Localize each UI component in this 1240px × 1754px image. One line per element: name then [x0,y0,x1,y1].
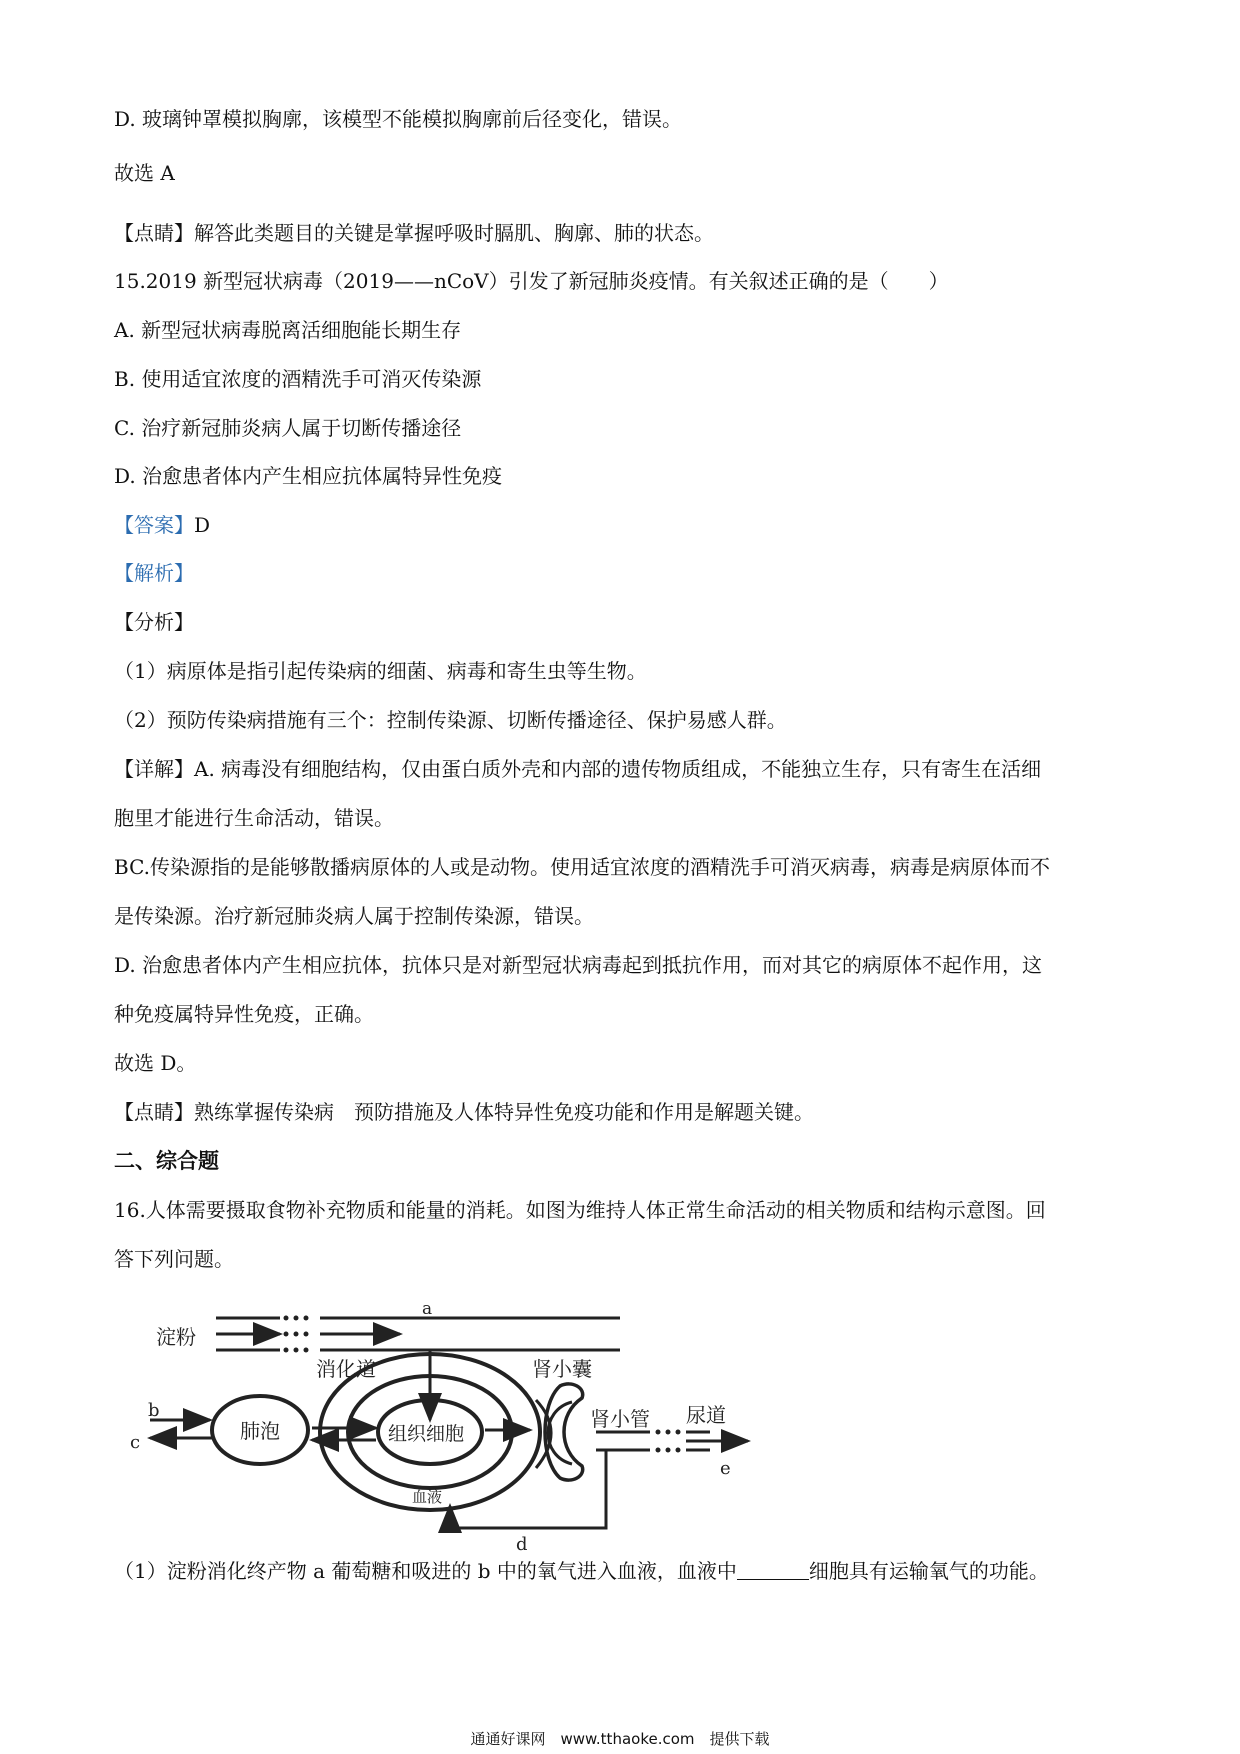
fenxi-point-1: （1）病原体是指引起传染病的细菌、病毒和寄生虫等生物。 [114,659,647,683]
section-2-title: 二、综合题 [114,1149,219,1173]
label-e: e [720,1458,731,1479]
q15-option-d: D. 治愈患者体内产生相应抗体属特异性免疫 [114,464,503,488]
label-blood: 血液 [412,1488,443,1506]
q15-option-a: A. 新型冠状病毒脱离活细胞能长期生存 [114,318,462,342]
detail-bc-line-2: 是传染源。治疗新冠肺炎病人属于控制传染源，错误。 [114,904,594,928]
fill-blank[interactable] [737,1559,809,1580]
label-tissue-cell: 组织细胞 [388,1423,465,1445]
question-15-stem: 15.2019 新型冠状病毒（2019——nCoV）引发了新冠肺炎疫情。有关叙述正确的是（ ） [114,269,949,293]
label-renal-tubule: 肾小管 [590,1407,650,1431]
prev-dianjing: 【点睛】解答此类题目的关键是掌握呼吸时膈肌、胸廓、肺的状态。 [114,221,714,245]
detail-d-line-2: 种免疫属特异性免疫，正确。 [114,1002,374,1026]
q16-sub-1-after: 细胞具有运输氧气的功能。 [808,1559,1049,1583]
fenxi-point-2: （2）预防传染病措施有三个：控制传染源、切断传播途径、保护易感人群。 [114,708,787,732]
fenxi-heading: 【分析】 [114,610,194,634]
question-16-stem-1: 16.人体需要摄取食物补充物质和能量的消耗。如图为维持人体正常生命活动的相关物质和结构示意图。回 [114,1198,1046,1222]
q15-choose: 故选 D。 [114,1051,197,1075]
label-starch: 淀粉 [156,1325,196,1349]
q15-option-b: B. 使用适宜浓度的酒精洗手可消灭传染源 [114,367,482,391]
q16-sub-1 [114,1556,1049,1586]
label-c: c [130,1432,141,1453]
label-urethra: 尿道 [686,1403,726,1427]
label-alveoli: 肺泡 [240,1419,280,1443]
detail-a-line-2: 胞里才能进行生命活动，错误。 [114,806,394,830]
label-a: a [422,1299,433,1319]
label-d: d [516,1534,528,1555]
detail-bc-line-1: BC.传染源指的是能够散播病原体的人或是动物。使用适宜浓度的酒精洗手可消灭病毒，病毒是病原体而不 [114,855,1051,879]
label-digestive-tract: 消化道 [316,1357,376,1381]
prev-option-d: D. 玻璃钟罩模拟胸廓，该模型不能模拟胸廓前后径变化，错误。 [114,107,683,131]
question-16-stem-2: 答下列问题。 [114,1247,234,1271]
detail-a-line-1: 【详解】A. 病毒没有细胞结构，仅由蛋白质外壳和内部的遗传物质组成，不能独立生存，只有寄生在活细 [114,757,1042,781]
analysis-tag: 【解析】 [114,561,194,585]
physiology-diagram [120,1299,780,1555]
q15-answer [114,510,210,540]
prev-choose: 故选 A [114,161,175,185]
q15-dianjing: 【点睛】熟练掌握传染病 预防措施及人体特异性免疫功能和作用是解题关键。 [114,1100,814,1124]
q16-sub-1-before: （1）淀粉消化终产物 a 葡萄糖和吸进的 b 中的氧气进入血液，血液中 [114,1559,737,1583]
answer-tag: 【答案】 [114,513,194,537]
answer-value: D [194,513,211,537]
footer: 通通好课网 www.tthaoke.com 提供下载 [470,1730,770,1748]
label-renal-capsule: 肾小囊 [532,1357,592,1381]
q15-option-c: C. 治疗新冠肺炎病人属于切断传播途径 [114,416,462,440]
label-b: b [148,1400,160,1421]
detail-d-line-1: D. 治愈患者体内产生相应抗体，抗体只是对新型冠状病毒起到抵抗作用，而对其它的病原体不起作用，这 [114,953,1043,977]
